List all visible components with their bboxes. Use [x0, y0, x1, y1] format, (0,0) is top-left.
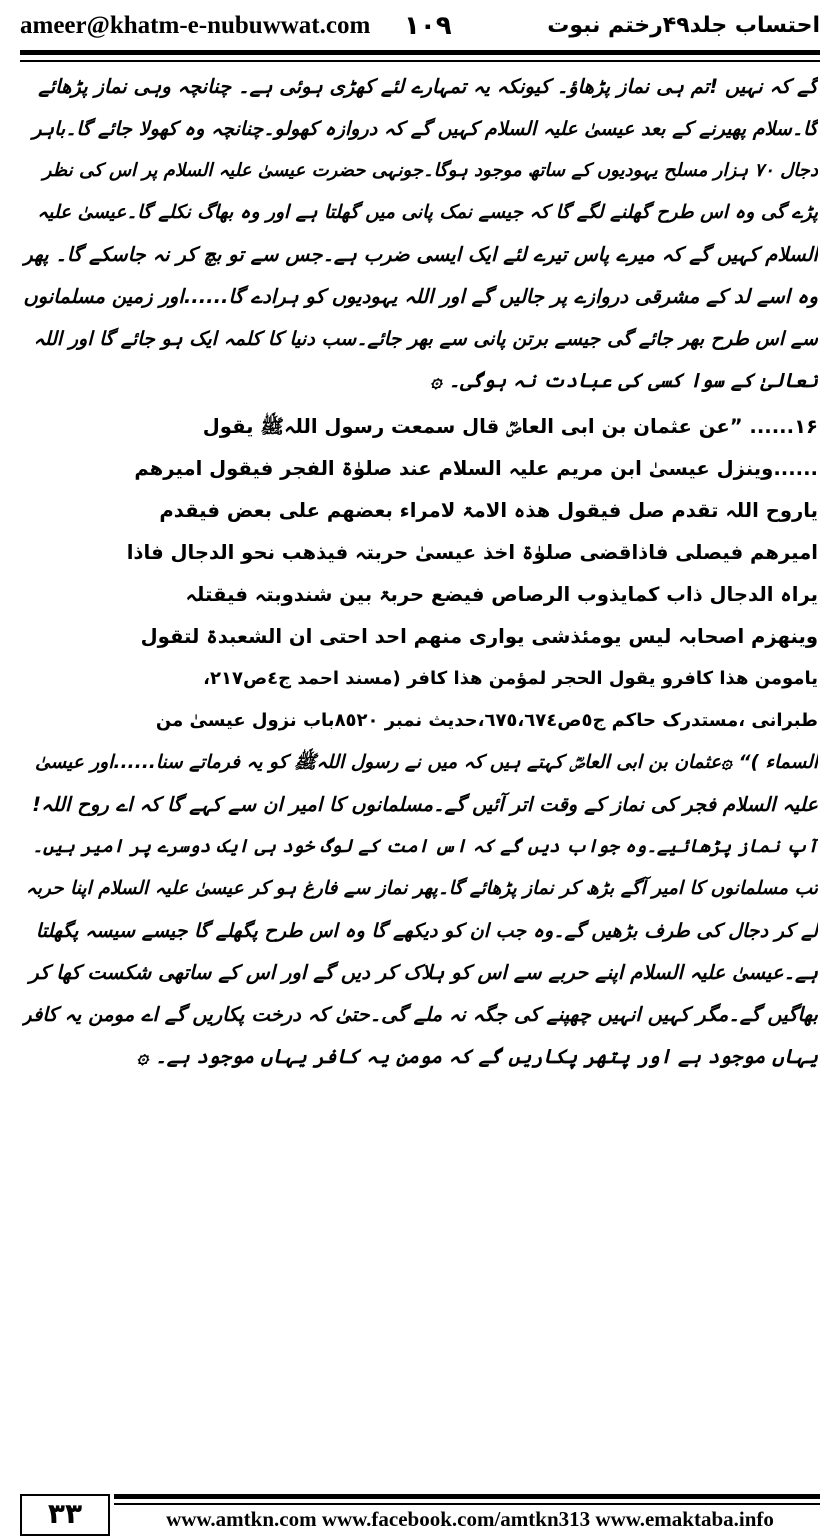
urdu-line: آپ نماز پڑھائیے۔وہ جواب دیں گے کہ اس امت کے لوگ خود ہی ایک دوسرے پر امیر ہیں۔ [32, 836, 818, 857]
footer-page-number: ٣٣ [20, 1494, 110, 1536]
header-rule-thick [20, 50, 820, 55]
urdu-line: گا۔سلام پھیرنے کے بعد عیسیٰ علیہ السلام کہیں گے کہ دروازہ کھولو۔چنانچہ وہ کھولا جائے گا۔باہر [32, 117, 818, 140]
urdu-line: پڑے گی وہ اس طرح گھلنے لگے گا کہ جیسے نمک پانی میں گھلتا ہے اور وہ بھاگ نکلے گا۔عیسیٰ علیہ [37, 202, 818, 223]
urdu-line: یہاں موجود ہے اور پتھر پکاریں گے کہ مومن یہ کافر یہاں موجود ہے۔ ۞ [136, 1045, 818, 1068]
urdu-line: سے اس طرح بھر جائے گی جیسے برتن پانی سے بھر جائے۔سب دنیا کا کلمہ ایک ہو جائے گا اور اللہ [33, 327, 818, 350]
arabic-line: امیرھم فیصلی فاذاقضی صلوٰۃ اخذ عیسیٰ حربتہ فیذھب نحو الدجال فاذا [126, 541, 818, 564]
page-header [20, 6, 820, 46]
page-footer [20, 1484, 820, 1534]
arabic-line: یاروح اللہ تقدم صل فیقول ھذہ الامۃ لامراء بعضھم علی بعض فیقدم [159, 499, 818, 522]
urdu-line: تب مسلمانوں کا امیر آگے بڑھ کر نماز پڑھائے گا۔پھر نماز سے فارغ ہو کر عیسیٰ علیہ السلام اپنا حربہ [25, 878, 818, 899]
arabic-line: ۱۶...... ”عن عثمان بن ابی العاصؓ قال سمعت رسول اللہﷺ یقول [202, 415, 818, 438]
footer-rule-thin [114, 1503, 820, 1505]
urdu-line: تعالیٰ کے سوا کسی کی عبادت نہ ہوگی۔ ۞ [430, 369, 818, 392]
urdu-line: بھاگیں گے۔مگر کہیں انہیں چھپنے کی جگہ نہ ملے گی۔حتیٰ کہ درخت پکاریں گے اے مومن یہ کافر [22, 1003, 818, 1026]
arabic-line: طبرانی ،مستدرک حاکم ج٥ص٦٧٥،٦٧٤،حدیث نمبر ٨٥٢٠باب نزول عیسیٰ من [155, 710, 818, 731]
arabic-line: یامومن ھذا کافرو یقول الحجر لمؤمن ھذا کافر (مسند احمد ج٤ص٢١٧، [203, 668, 818, 689]
footer-urls: www.amtkn.com www.facebook.com/amtkn313 www.emaktaba.info [166, 1507, 774, 1531]
urdu-line: گے کہ نہیں !تم ہی نماز پڑھاؤ۔ کیونکہ یہ تمہارے لئے کھڑی ہوئی ہے۔ چنانچہ وہی نماز پڑھائے [38, 75, 818, 98]
urdu-line: ہے۔عیسیٰ علیہ السلام اپنے حربے سے اس کو ہلاک کر دیں گے اور اس کے ساتھی شکست کھا کر [29, 961, 818, 984]
urdu-line: لے کر دجال کی طرف بڑھیں گے۔وہ جب ان کو دیکھے گا وہ اس طرح پگھلے گا جیسے سیسہ پگھلتا [35, 919, 818, 942]
arabic-line: ......وینزل عیسیٰ ابن مریم علیہ السلام عند صلوٰۃ الفجر فیقول امیرھم [134, 457, 818, 480]
header-title: احتساب جلد۴۹رختم نبوت [547, 13, 820, 38]
footer-rule-thick [114, 1494, 820, 1499]
urdu-line: علیہ السلام فجر کی نماز کے وقت اتر آئیں گے۔مسلمانوں کا امیر ان سے کہے گا کہ اے روح اللہ! [32, 793, 818, 816]
header-email: ameer@khatm-e-nubuwwat.com [20, 12, 371, 39]
urdu-line: وہ اسے لد کے مشرقی دروازے پر جالیں گے اور اللہ یہودیوں کو ہرادے گا......اور زمین مسلمانوں [23, 285, 818, 308]
arabic-line: وینھزم اصحابہ لیس یومئذشی یواری منھم احد احتی ان الشعبدۃ لتقول [140, 625, 818, 648]
urdu-line: السماء )“ ۞عثمان بن ابی العاصؓ کہتے ہیں کہ میں نے رسول اللہﷺ کو یہ فرماتے سنا......اور عیسیٰ [35, 752, 818, 773]
page-body [22, 66, 818, 1078]
header-page-number: ١٠٩ [404, 11, 452, 41]
urdu-line: السلام کہیں گے کہ میرے پاس تیرے لئے ایک ایسی ضرب ہے۔جس سے تو بچ کر نہ جاسکے گا۔ پھر [23, 243, 818, 266]
arabic-line: یراہ الدجال ذاب کمایذوب الرصاص فیضع حربۃ بین شندوبتہ فیقتلہ [185, 583, 818, 606]
header-rule-thin [20, 60, 820, 62]
urdu-line: دجال ۷۰ ہزار مسلح یہودیوں کے ساتھ موجود ہوگا۔جونہی حضرت عیسیٰ علیہ السلام پر اس کی نظر [42, 160, 818, 181]
